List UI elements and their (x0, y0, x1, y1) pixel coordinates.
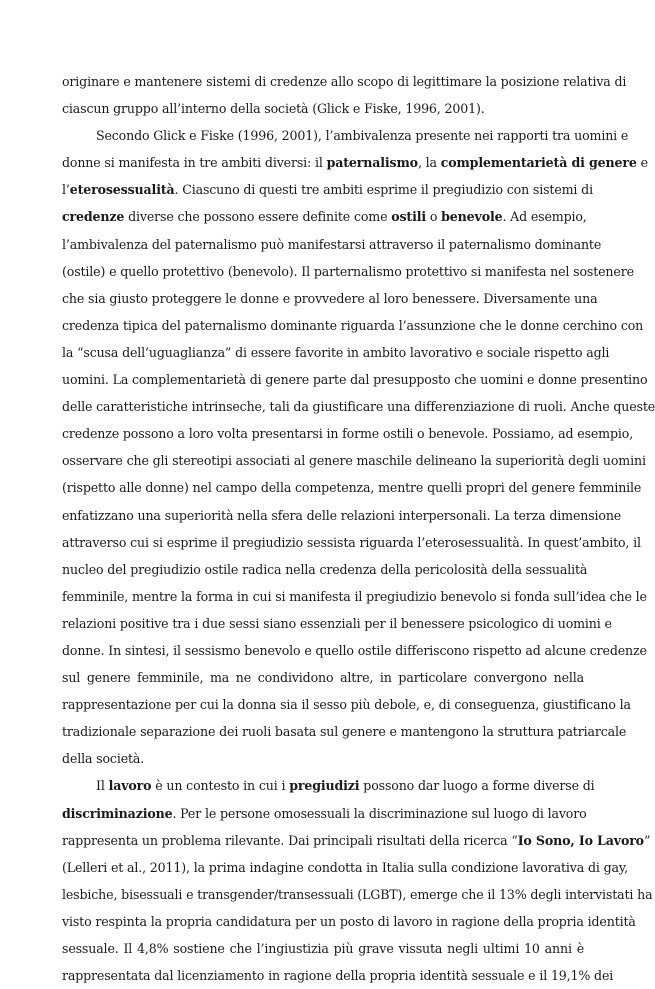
text-line (62, 258, 634, 285)
bold-term: pregiudizi (289, 778, 360, 794)
text-line (62, 854, 629, 881)
text-run: donne si manifesta in tre ambiti diversi: il (62, 155, 327, 171)
text-run: rappresenta un problema rilevante. Dai principali risultati della ricerca “ (62, 832, 518, 848)
bold-term: lavoro (108, 778, 152, 794)
bold-term: discriminazione (62, 805, 173, 821)
text-run: sessuale. Il 4,8% sostiene che l’ingiustizia più grave vissuta negli ultimi 10 anni è (62, 941, 584, 956)
text-run: femminile, mentre la forma in cui si manifesta il pregiudizio benevolo si fonda sull’idea che le (62, 588, 647, 604)
text-line (62, 637, 647, 664)
bold-term: complementarietà di genere (440, 155, 637, 171)
text-run: , la (417, 155, 441, 171)
text-run: è un contesto in cui i (151, 778, 290, 794)
text-line (62, 502, 622, 529)
bold-term: credenze (62, 209, 125, 225)
text-line (62, 176, 593, 203)
text-line (62, 68, 627, 95)
text-run: l’ambivalenza del paternalismo può manifestarsi attraverso il paternalismo dominante (62, 236, 602, 252)
paragraph (62, 772, 653, 989)
text-run: . Ciascuno di questi tre ambiti esprime il pregiudizio con sistemi di (174, 182, 593, 198)
text-run: . Ad esempio, (502, 209, 587, 225)
text-line (62, 881, 653, 908)
text-run: credenza tipica del paternalismo dominante riguarda l’assunzione che le donne cerchino con (62, 317, 644, 333)
text-line (62, 312, 644, 339)
bold-term: eterosessualità (69, 182, 175, 198)
text-run: che sia giusto proteggere le donne e provvedere al loro benessere. Diversamente una (62, 290, 598, 306)
text-line (62, 935, 584, 962)
bold-term: benevole (441, 209, 503, 225)
text-run: tradizionale separazione dei ruoli basata sul genere e mantengono la struttura patriarcale (62, 724, 627, 740)
paragraph (62, 122, 655, 772)
text-line (62, 610, 612, 637)
text-line (62, 772, 595, 799)
text-line (62, 745, 584, 772)
text-line (62, 908, 636, 935)
text-line (62, 474, 642, 501)
text-line (62, 827, 651, 854)
text-line (62, 95, 584, 122)
bold-term: paternalismo (326, 155, 418, 171)
paragraph (62, 68, 627, 122)
bold-term: Io Sono, Io Lavoro (517, 832, 644, 848)
text-line (62, 691, 631, 718)
text-run: Il (96, 778, 109, 794)
text-run: e (636, 155, 648, 171)
text-run: (Lelleri et al., 2011), la prima indagine condotta in Italia sulla condizione lavorativa di gay, (62, 859, 629, 875)
text-line (62, 718, 627, 745)
text-run: rappresentata dal licenziamento in ragione della propria identità sessuale e il 19,1% dei (62, 968, 614, 984)
text-run: osservare che gli stereotipi associati al genere maschile delineano la superiorità degli uomini (62, 453, 646, 469)
text-run: . Per le persone omosessuali la discriminazione sul luogo di lavoro (172, 805, 587, 821)
text-line (62, 122, 629, 149)
bold-term: ostili (391, 209, 426, 225)
text-line (62, 339, 610, 366)
text-line (62, 366, 648, 393)
text-run: ciascun gruppo all’interno della società (Glick e Fiske, 1996, 2001). (62, 101, 485, 117)
text-run: (rispetto alle donne) nel campo della competenza, mentre quelli propri del genere femminile (62, 480, 642, 496)
text-run: visto respinta la propria candidatura per un posto di lavoro in ragione della propria identità (62, 913, 636, 929)
text-run: relazioni positive tra i due sessi siano essenziali per il benessere psicologico di uomini e (62, 615, 612, 631)
text-run: ” (643, 832, 651, 848)
text-run: rappresentazione per cui la donna sia il sesso più debole, e, di conseguenza, giustificano la (62, 697, 631, 713)
text-line (62, 664, 584, 691)
text-run: attraverso cui si esprime il pregiudizio sessista riguarda l’eterosessualità. In quest’ambito, il (62, 534, 641, 550)
text-run: sul genere femminile, ma ne condividono altre, in particolare convergono nella (62, 670, 584, 686)
text-line (62, 420, 634, 447)
text-line (62, 203, 587, 230)
text-line (62, 393, 655, 420)
text-run: enfatizzano una superiorità nella sfera delle relazioni interpersonali. La terza dimensione (62, 507, 622, 523)
text-run: della società. (62, 751, 145, 767)
text-run: possono dar luogo a forme diverse di (359, 778, 595, 794)
text-line (62, 800, 587, 827)
text-run: o (426, 209, 442, 225)
text-line (62, 231, 602, 258)
text-run: Secondo Glick e Fiske (1996, 2001), l’ambivalenza presente nei rapporti tra uomini e (96, 128, 629, 144)
text-run: delle caratteristiche intrinseche, tali da giustificare una differenziazione di ruoli. Anche queste (62, 399, 655, 415)
text-line (62, 556, 588, 583)
text-run: (ostile) e quello protettivo (benevolo). Il parternalismo protettivo si manifesta nel sostenere (62, 263, 634, 279)
document-page (62, 68, 655, 989)
text-run: donne. In sintesi, il sessismo benevolo e quello ostile differiscono rispetto ad alcune credenze (62, 642, 647, 658)
text-line (62, 447, 646, 474)
text-run: l’ (62, 182, 70, 198)
text-line (62, 529, 641, 556)
text-line (62, 285, 598, 312)
text-run: originare e mantenere sistemi di credenze allo scopo di legittimare la posizione relativa di (62, 74, 627, 89)
text-line (62, 583, 647, 610)
text-run: credenze possono a loro volta presentarsi in forme ostili o benevole. Possiamo, ad esempio, (62, 426, 634, 442)
text-run: lesbiche, bisessuali e transgender/transessuali (LGBT), emerge che il 13% degli intervistati ha (62, 886, 653, 902)
text-run: nucleo del pregiudizio ostile radica nella credenza della pericolosità della sessualità (62, 561, 588, 577)
text-run: uomini. La complementarietà di genere parte dal presupposto che uomini e donne presentino (62, 372, 648, 388)
text-line (62, 149, 648, 176)
text-run: diverse che possono essere definite come (124, 209, 392, 225)
text-run: la “scusa dell’uguaglianza” di essere favorite in ambito lavorativo e sociale rispetto agli (62, 344, 610, 360)
text-line (62, 962, 614, 989)
